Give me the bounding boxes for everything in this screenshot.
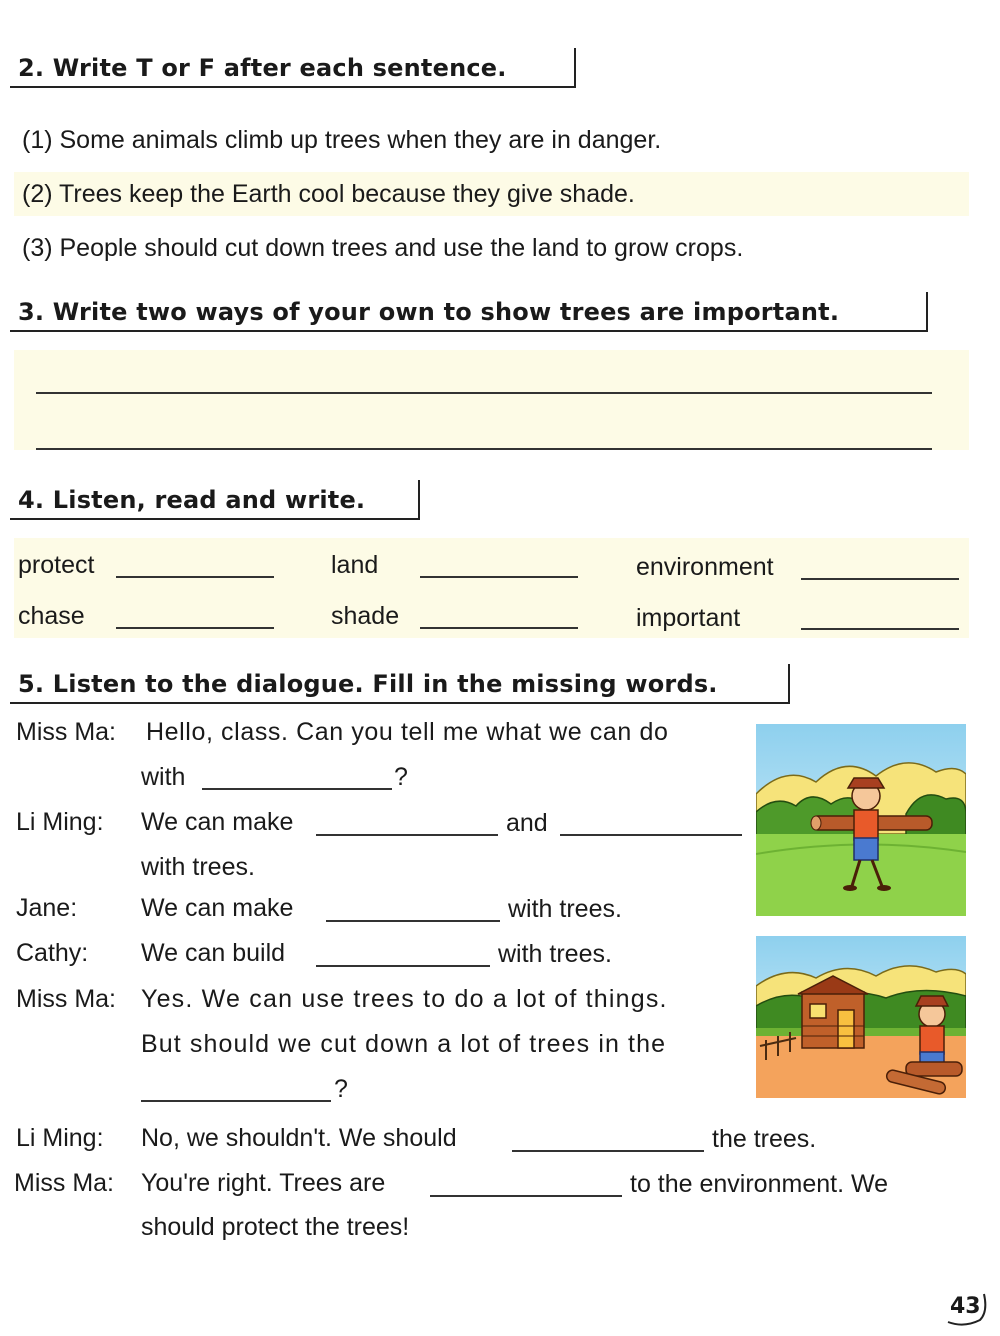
section-2-title: 2. Write T or F after each sentence. xyxy=(18,54,507,82)
blank-protect[interactable] xyxy=(116,576,274,578)
dialogue-line-4-pre: We can build xyxy=(141,939,286,967)
word-land: land xyxy=(331,551,379,579)
section-2-heading xyxy=(10,48,576,88)
blank-dialogue-3[interactable] xyxy=(326,920,500,922)
blank-dialogue-1[interactable] xyxy=(202,788,392,790)
page-number: 43 xyxy=(950,1294,981,1319)
dialogue-line-1: Hello, class. Can you tell me what we can do xyxy=(146,718,669,746)
dialogue-line-7-post: to the environment. We xyxy=(630,1170,889,1198)
writing-area xyxy=(14,350,969,450)
dialogue-line-5b: But should we cut down a lot of trees in the xyxy=(141,1030,667,1058)
writing-line-1[interactable] xyxy=(36,392,932,394)
blank-dialogue-2a[interactable] xyxy=(316,834,498,836)
boy-carrying-log-drawing xyxy=(756,724,966,916)
dialogue-line-5: Yes. We can use trees to do a lot of things. xyxy=(141,985,668,1013)
blank-dialogue-5[interactable] xyxy=(141,1100,331,1102)
blank-shade[interactable] xyxy=(420,627,578,629)
page-number-badge xyxy=(944,1288,990,1328)
word-environment: environment xyxy=(636,553,774,581)
section-4-heading xyxy=(10,480,420,520)
dialogue-line-2-mid: and xyxy=(506,809,548,837)
sentence-1: (1) Some animals climb up trees when they are in danger. xyxy=(22,126,662,154)
section-3-title: 3. Write two ways of your own to show trees are important. xyxy=(18,298,840,326)
speaker-miss-ma-1: Miss Ma: xyxy=(16,718,116,746)
speaker-miss-ma-3: Miss Ma: xyxy=(14,1169,114,1197)
dialogue-line-2-pre: We can make xyxy=(141,808,294,836)
blank-environment[interactable] xyxy=(801,578,959,580)
speaker-jane: Jane: xyxy=(16,894,78,922)
dialogue-line-7b: should protect the trees! xyxy=(141,1213,410,1241)
sentence-2: (2) Trees keep the Earth cool because they give shade. xyxy=(22,180,635,208)
house-and-boy-drawing xyxy=(756,936,966,1098)
blank-chase[interactable] xyxy=(116,627,274,629)
dialogue-line-1b-post: ? xyxy=(394,763,408,791)
writing-line-2[interactable] xyxy=(36,448,932,450)
speaker-cathy: Cathy: xyxy=(16,939,89,967)
word-area xyxy=(14,538,969,638)
dialogue-line-1b-pre: with xyxy=(141,763,186,791)
blank-land[interactable] xyxy=(420,576,578,578)
section-3-heading xyxy=(10,292,928,332)
dialogue-line-5c-post: ? xyxy=(334,1075,348,1103)
blank-dialogue-6[interactable] xyxy=(512,1150,704,1152)
speaker-li-ming-1: Li Ming: xyxy=(16,808,104,836)
dialogue-line-3-post: with trees. xyxy=(508,895,622,923)
illustration-house-and-boy xyxy=(756,936,966,1098)
word-important: important xyxy=(636,604,741,632)
section-5-title: 5. Listen to the dialogue. Fill in the missing words. xyxy=(18,670,718,698)
speaker-li-ming-2: Li Ming: xyxy=(16,1124,104,1152)
dialogue-line-6-pre: No, we shouldn't. We should xyxy=(141,1124,457,1152)
blank-dialogue-2b[interactable] xyxy=(560,834,742,836)
word-protect: protect xyxy=(18,551,95,579)
dialogue-line-4-post: with trees. xyxy=(498,940,612,968)
sentence-3: (3) People should cut down trees and use the land to grow crops. xyxy=(22,234,744,262)
blank-important[interactable] xyxy=(801,628,959,630)
section-5-heading xyxy=(10,664,790,704)
word-shade: shade xyxy=(331,602,400,630)
word-chase: chase xyxy=(18,602,85,630)
dialogue-line-2b: with trees. xyxy=(141,853,255,881)
blank-dialogue-4[interactable] xyxy=(316,965,490,967)
dialogue-line-6-post: the trees. xyxy=(712,1125,817,1153)
section-4-title: 4. Listen, read and write. xyxy=(18,486,366,514)
blank-dialogue-7[interactable] xyxy=(430,1195,622,1197)
dialogue-line-7-pre: You're right. Trees are xyxy=(141,1169,386,1197)
illustration-boy-carrying-log xyxy=(756,724,966,916)
dialogue-line-3-pre: We can make xyxy=(141,894,294,922)
speaker-miss-ma-2: Miss Ma: xyxy=(16,985,116,1013)
